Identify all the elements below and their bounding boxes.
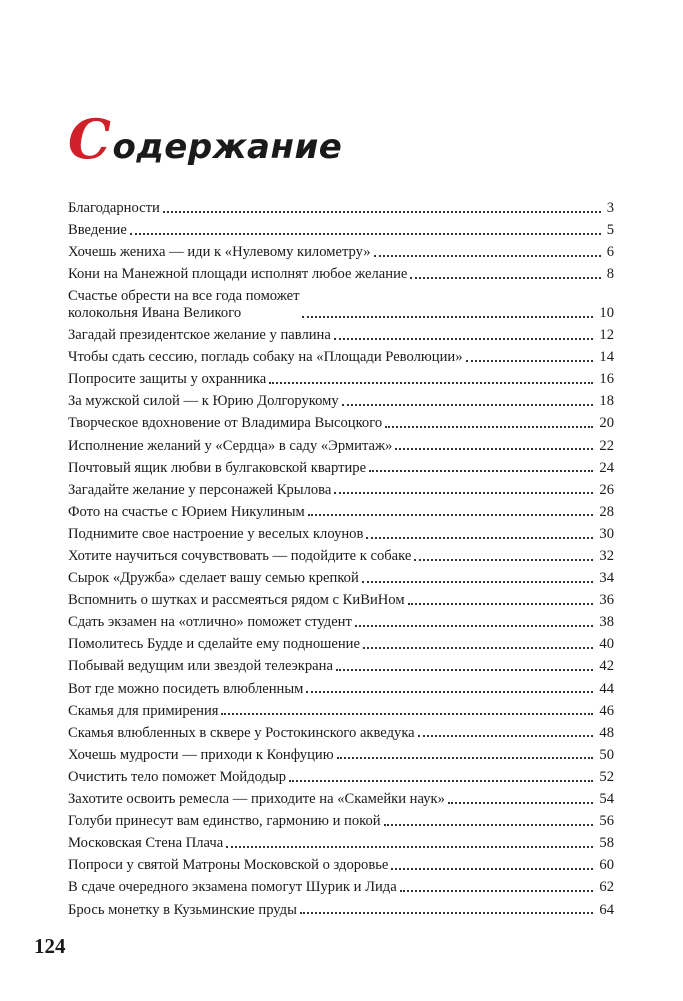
toc-entry-page: 28: [599, 503, 614, 520]
toc-entry-page: 42: [599, 658, 614, 675]
toc-entry-page: 10: [599, 304, 614, 321]
toc-entry-page: 8: [606, 266, 614, 283]
toc-entry-page: 22: [599, 437, 614, 454]
dot-leader: [362, 581, 594, 583]
toc-entry[interactable]: [68, 791, 614, 808]
title-initial-letter: С: [68, 106, 112, 171]
dot-leader: [221, 713, 593, 715]
toc-entry-page: 50: [599, 746, 614, 763]
toc-entry-title: Попроси у святой Матроны Московской о здоровье: [68, 857, 389, 874]
toc-entry-title: Помолитесь Будде и сделайте ему подношение: [68, 636, 360, 653]
dot-leader: [302, 316, 593, 318]
dot-leader: [226, 846, 593, 848]
toc-entry-page: 26: [599, 481, 614, 498]
dot-leader: [400, 890, 594, 892]
toc-entry-title: Творческое вдохновение от Владимира Высоцкого: [68, 415, 383, 432]
toc-entry[interactable]: [68, 222, 614, 239]
toc-entry[interactable]: [68, 614, 614, 631]
toc-entry-page: 56: [599, 813, 614, 830]
toc-entry-title: Чтобы сдать сессию, погладь собаку на «Площади Революции»: [68, 349, 463, 366]
dot-leader: [308, 514, 594, 516]
toc-entry-page: 16: [599, 371, 614, 388]
toc-entry-page: 18: [599, 393, 614, 410]
dot-leader: [395, 448, 593, 450]
toc-entry-page: 48: [599, 724, 614, 741]
toc-entry-title: Загадайте желание у персонажей Крылова: [68, 481, 332, 498]
dot-leader: [289, 780, 593, 782]
toc-entry-title: Очистить тело поможет Мойдодыр: [68, 768, 287, 785]
toc-entry[interactable]: [68, 504, 614, 521]
dot-leader: [466, 360, 594, 362]
dot-leader: [385, 426, 593, 428]
toc-entry[interactable]: [68, 393, 614, 410]
toc-entry[interactable]: [68, 266, 614, 283]
toc-entry[interactable]: [68, 482, 614, 499]
dot-leader: [374, 255, 601, 257]
toc-entry-page: 38: [599, 614, 614, 631]
toc-entry[interactable]: [68, 658, 614, 675]
toc-entry-page: 60: [599, 857, 614, 874]
toc-entry-title: Благодарности: [68, 200, 160, 216]
toc-entry-title: Хотите научиться сочувствовать — подойдите к собаке: [68, 548, 412, 564]
dot-leader: [130, 233, 601, 235]
page-title: [68, 107, 342, 171]
toc-entry-title: Голуби принесут вам единство, гармонию и покой: [68, 813, 381, 830]
dot-leader: [369, 470, 593, 472]
dot-leader: [448, 802, 593, 804]
toc-entry-title: Захотите освоить ремесла — приходите на «Скамейки наук»: [68, 791, 445, 808]
toc-entry[interactable]: [68, 879, 614, 896]
toc-entry-title: Попросите защиты у охранника: [68, 371, 267, 388]
dot-leader: [391, 868, 593, 870]
toc-entry-page: 62: [599, 879, 614, 896]
dot-leader: [334, 338, 594, 340]
toc-entry-page: 24: [599, 459, 614, 476]
toc-entry[interactable]: [68, 371, 614, 388]
dot-leader: [363, 647, 593, 649]
toc-entry-page: 30: [599, 525, 614, 542]
toc-entry[interactable]: [68, 415, 614, 432]
toc-entry-title: Вот где можно посидеть влюбленным: [68, 680, 304, 697]
toc-entry[interactable]: [68, 200, 614, 217]
toc-entry-title: Введение: [68, 222, 127, 239]
toc-entry-title: Счастье обрести на все года поможет колокольня Ивана Великого: [68, 288, 300, 321]
toc-entry-title: Побывай ведущим или звездой телеэкрана: [68, 658, 333, 675]
dot-leader: [414, 559, 593, 561]
toc-entry[interactable]: [68, 857, 614, 874]
toc-entry[interactable]: [68, 288, 614, 321]
toc-entry-title: Московская Стена Плача: [68, 835, 224, 852]
toc-entry[interactable]: [68, 769, 614, 786]
toc-entry[interactable]: [68, 636, 614, 653]
toc-entry-page: 3: [606, 200, 614, 216]
toc-entry-page: 40: [599, 636, 614, 653]
dot-leader: [163, 211, 601, 213]
toc-entry-title: Загадай президентское желание у павлина: [68, 327, 331, 344]
toc-entry[interactable]: [68, 902, 614, 919]
toc-entry-title: Сырок «Дружба» сделает вашу семью крепкой: [68, 570, 359, 587]
toc-entry-page: 14: [599, 349, 614, 366]
toc-entry-title: Поднимите свое настроение у веселых клоунов: [68, 525, 364, 542]
toc-entry[interactable]: [68, 592, 614, 609]
toc-entry[interactable]: [68, 548, 614, 565]
dot-leader: [408, 603, 594, 605]
title-rest: одержание: [112, 126, 343, 167]
toc-entry[interactable]: [68, 349, 614, 366]
toc-entry-title: В сдаче очередного экзамена помогут Шурик и Лида: [68, 879, 397, 896]
toc-entry-title: Вспомнить о шутках и рассмеяться рядом с КиВиНом: [68, 592, 405, 609]
toc-entry-title: За мужской силой — к Юрию Долгорукому: [68, 393, 339, 410]
toc-entry-title: Кони на Манежной площади исполнят любое желание: [68, 266, 408, 283]
toc-entry-page: 5: [606, 222, 614, 239]
toc-entry-page: 58: [599, 835, 614, 852]
toc-entry-page: 12: [599, 327, 614, 344]
dot-leader: [384, 824, 594, 826]
toc-entry[interactable]: [68, 526, 614, 543]
toc-entry-page: 34: [599, 570, 614, 587]
toc-entry-title: Почтовый ящик любви в булгаковской квартире: [68, 459, 367, 476]
table-of-contents: [68, 200, 614, 924]
dot-leader: [269, 382, 593, 384]
toc-entry[interactable]: [68, 835, 614, 852]
toc-entry[interactable]: [68, 703, 614, 720]
toc-entry[interactable]: [68, 747, 614, 764]
toc-entry-page: 44: [599, 680, 614, 697]
toc-entry-title: Скамья влюбленных в сквере у Ростокинского акведука: [68, 724, 415, 741]
toc-entry-title: Фото на счастье с Юрием Никулиным: [68, 503, 305, 520]
toc-entry[interactable]: [68, 813, 614, 830]
toc-entry[interactable]: [68, 244, 614, 261]
dot-leader: [300, 912, 593, 914]
dot-leader: [334, 492, 593, 494]
toc-entry-title: Сдать экзамен на «отлично» поможет студент: [68, 614, 352, 631]
toc-entry-title: Хочешь жениха — иди к «Нулевому километру»: [68, 244, 371, 261]
toc-entry-page: 6: [606, 244, 614, 261]
toc-entry-page: 52: [599, 768, 614, 785]
toc-entry[interactable]: [68, 438, 614, 455]
dot-leader: [336, 669, 593, 671]
dot-leader: [410, 277, 600, 279]
toc-entry-page: 54: [599, 791, 614, 808]
toc-entry[interactable]: [68, 460, 614, 477]
toc-entry-title: Исполнение желаний у «Сердца» в саду «Эрмитаж»: [68, 437, 393, 454]
toc-entry-page: 64: [599, 901, 614, 918]
toc-entry[interactable]: [68, 570, 614, 587]
toc-entry-title: Хочешь мудрости — приходи к Конфуцию: [68, 746, 334, 763]
toc-entry[interactable]: [68, 725, 614, 742]
dot-leader: [337, 757, 594, 759]
toc-entry-title: Скамья для примирения: [68, 702, 219, 719]
toc-entry-page: 36: [599, 592, 614, 609]
dot-leader: [355, 625, 594, 627]
toc-entry-title: Брось монетку в Кузьминские пруды: [68, 901, 297, 918]
toc-entry-page: 46: [599, 702, 614, 719]
dot-leader: [418, 735, 594, 737]
dot-leader: [342, 404, 594, 406]
toc-entry-page: 32: [599, 548, 614, 564]
page-number: 124: [34, 934, 66, 958]
dot-leader: [306, 691, 593, 693]
toc-entry[interactable]: [68, 327, 614, 344]
toc-entry-page: 20: [599, 415, 614, 432]
dot-leader: [366, 537, 593, 539]
toc-entry[interactable]: [68, 681, 614, 698]
